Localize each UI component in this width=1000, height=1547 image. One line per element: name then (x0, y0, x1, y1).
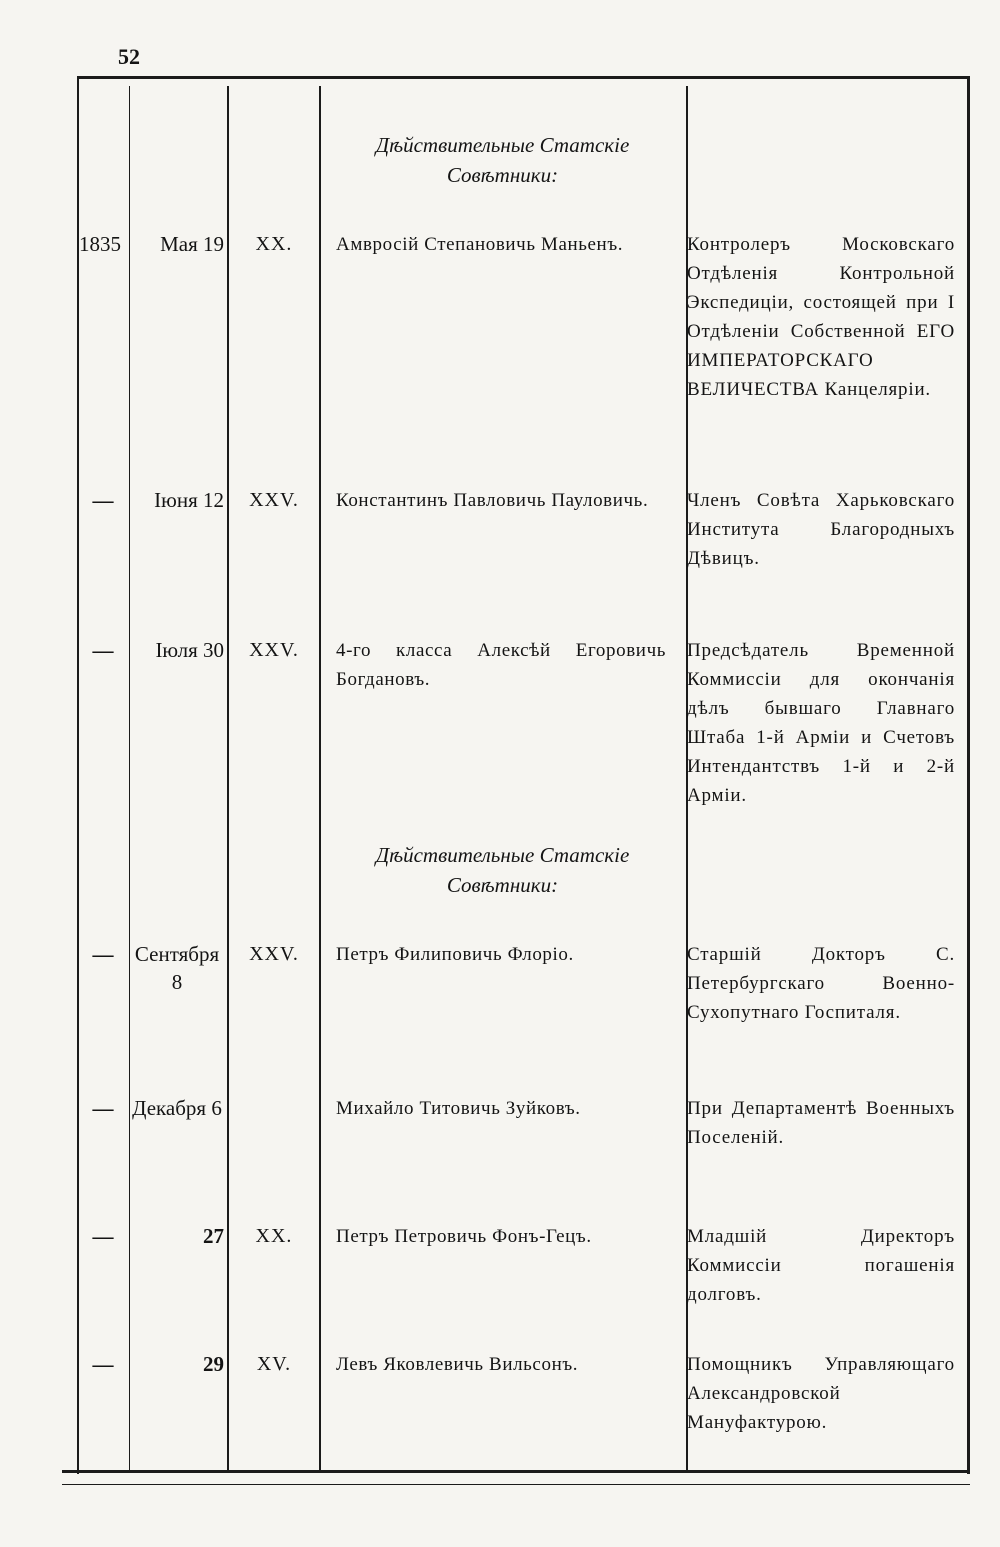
entry-position: Младшій Директоръ Коммиссіи погашенія долговъ. (687, 1226, 955, 1305)
entry-name: Петръ Филиповичь Флоріо. (336, 944, 574, 965)
entry-date: Сентября 8 (134, 942, 220, 994)
entry-position: Старшій Докторъ С. Петербургскаго Военно-Сухопутнаго Госпиталя. (687, 944, 955, 1023)
entry-class: XX. (255, 233, 293, 255)
column-divider-1 (129, 86, 130, 1470)
entry-date: 29 (203, 1352, 224, 1376)
entry-year: — (92, 942, 114, 966)
entry-position: Помощникъ Управляющаго Александровской Мануфактурою. (687, 1354, 955, 1433)
bottom-rule (62, 1470, 970, 1473)
right-border (967, 76, 970, 1474)
entry-name: Амвросій Степановичь Маньенъ. (336, 234, 624, 255)
entry-position: Предсѣдатель Временной Коммиссіи для окончанія дѣлъ бывшаго Главнаго Штаба 1-й Арміи и Счетовъ Интендантствъ 1-й и 2-й Арміи. (687, 640, 955, 806)
entry-position: Членъ Совѣта Харьковскаго Института Благородныхъ Дѣвицъ. (687, 490, 955, 569)
entry-name: Константинъ Павловичь Пауловичь. (336, 490, 649, 511)
entry-class: XXV. (249, 639, 299, 661)
column-divider-2 (227, 86, 229, 1470)
entry-class: XV. (256, 1353, 292, 1375)
entry-year: — (92, 488, 114, 512)
entry-year: — (92, 1224, 114, 1248)
entry-position: При Департаментѣ Военныхъ Поселеній. (687, 1098, 955, 1148)
entry-date: 27 (203, 1224, 224, 1248)
entry-class: XX. (255, 1225, 293, 1247)
entry-date: Мая 19 (160, 232, 224, 256)
entry-year: 1835 (79, 232, 121, 256)
column-divider-3 (319, 86, 321, 1470)
section-heading: Дѣйствительные Статскіе Совѣтники: (375, 133, 630, 187)
left-border (77, 76, 79, 1474)
entry-name: 4-го класса Алексѣй Егоровичь Богдановъ. (336, 640, 666, 690)
entry-name: Левъ Яковлевичь Вильсонъ. (336, 1354, 579, 1375)
entry-class: XXV. (249, 943, 299, 965)
entry-year: — (92, 1096, 114, 1120)
entry-year: — (92, 1352, 114, 1376)
entry-year: — (92, 638, 114, 662)
section-heading: Дѣйствительные Статскіе Совѣтники: (375, 843, 630, 897)
top-rule (78, 76, 970, 79)
entry-class: XXV. (249, 489, 299, 511)
page-number: 52 (118, 44, 140, 69)
entry-position: Контролеръ Московскаго Отдѣленія Контрольной Экспедиціи, состоящей при I Отдѣленіи Собственной ЕГО ИМПЕРАТОРСКАГО ВЕЛИЧЕСТВА Канцеляріи. (687, 234, 955, 400)
entry-date: Іюня 12 (154, 488, 224, 512)
entry-date: Іюля 30 (155, 638, 224, 662)
entry-name: Петръ Петровичь Фонъ-Гецъ. (336, 1226, 592, 1247)
entry-date: Декабря 6 (132, 1096, 222, 1120)
entry-name: Михайло Титовичь Зуйковъ. (336, 1098, 581, 1119)
bottom-rule-thin (62, 1484, 970, 1485)
